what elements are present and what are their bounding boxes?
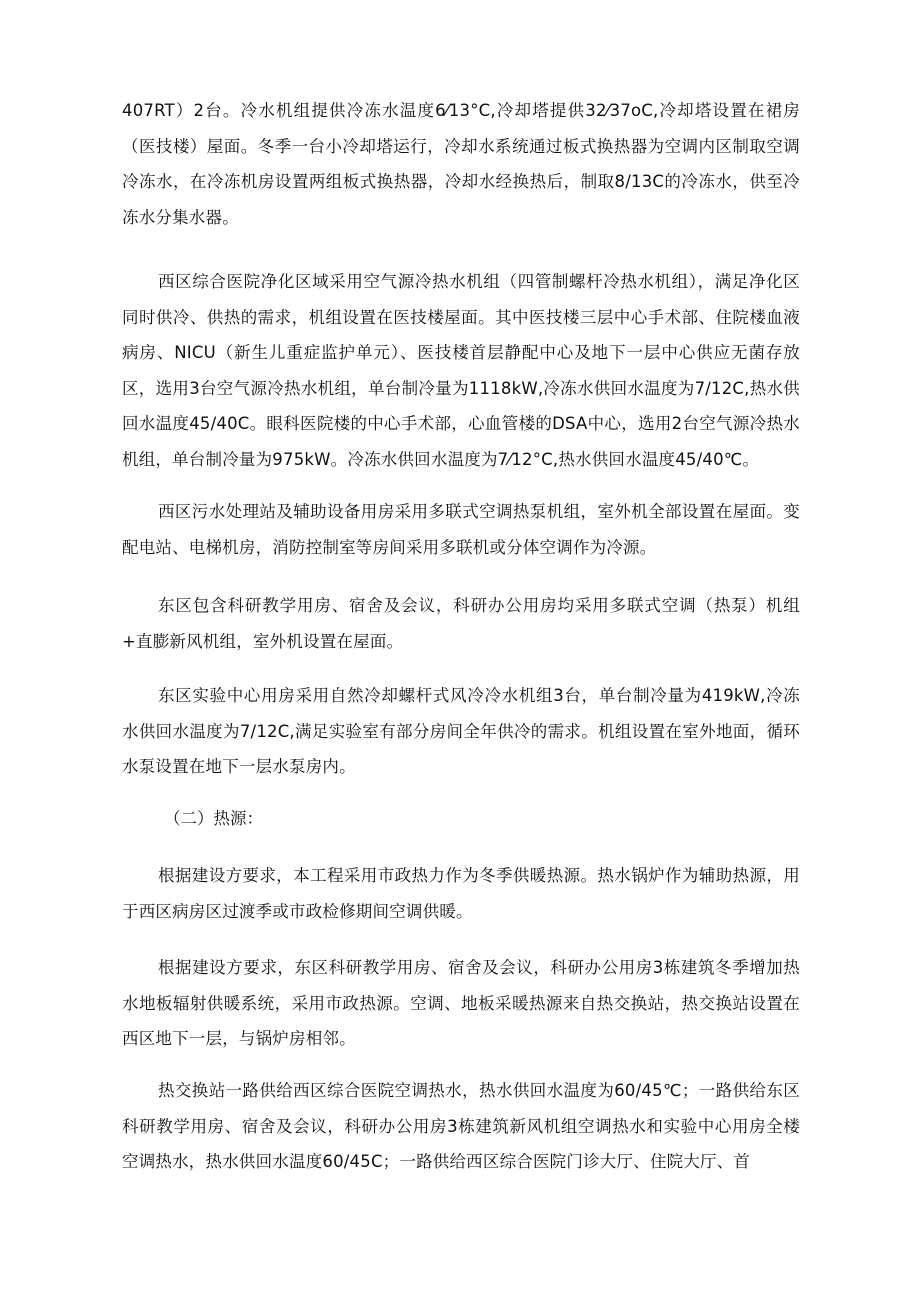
paragraph-east-lab-center: 东区实验中心用房采用自然冷却螺杆式风冷冷水机组3台，单台制冷量为419kW,冷冻水供回水温度为7/12C,满足实验室有部分房间全年供冷的需求。机组设置在室外地面，循环水泵设置在地下一层水泵房内。 <box>122 686 800 776</box>
paragraph-west-clean-area: 西区综合医院净化区域采用空气源冷热水机组（四管制螺杆冷热水机组），满足净化区同时供冷、供热的需求，机组设置在医技楼屋面。其中医技楼三层中心手术部、住院楼血液病房、NICU（新生儿重症监护单元）、医技楼首层静配中心及地下一层中心供应无菌存放区，选用3台空气源冷热水机组，单台制冷量为1118kW,冷冻水供回水温度为7/12C,热水供回水温度45/40C。眼科医院楼的中心手术部，心血管楼的DSA中心，选用2台空气源冷热水机组，单台制冷量为975kW。冷冻水供回水温度为7⁄12°C,热水供回水温度45/40℃。 <box>122 272 800 469</box>
paragraph-floor-heating: 根据建设方要求，东区科研教学用房、宿舍及会议，科研办公用房3栋建筑冬季增加热水地板辐射供暖系统，采用市政热源。空调、地板采暖热源来自热交换站，热交换站设置在西区地下一层，与锅炉房相邻。 <box>122 958 800 1048</box>
paragraph-heat-exchange-station: 热交换站一路供给西区综合医院空调热水，热水供回水温度为60/45℃；一路供给东区科研教学用房、宿舍及会议，科研办公用房3栋建筑新风机组空调热水和实验中心用房全楼空调热水，热水供回水温度60/45C；一路供给西区综合医院门诊大厅、住院大厅、首 <box>122 1081 800 1171</box>
section-heading-heat-source: （二）热源： <box>164 809 263 828</box>
paragraph-municipal-heat: 根据建设方要求，本工程采用市政热力作为冬季供暖热源。热水锅炉作为辅助热源，用于西区病房区过渡季或市政检修期间空调供暖。 <box>122 866 800 921</box>
paragraph-east-research: 东区包含科研教学用房、宿舍及会议，科研办公用房均采用多联式空调（热泵）机组+直膨新风机组，室外机设置在屋面。 <box>122 596 800 651</box>
paragraph-cooling-tower: 407RT）2台。冷水机组提供冷冻水温度6⁄13°C,冷却塔提供32⁄37oC,冷却塔设置在裙房（医技楼）屋面。冬季一台小冷却塔运行，冷却水系统通过板式换热器为空调内区制取空调冷冻水，在冷冻机房设置两组板式换热器，冷却水经换热后，制取8/13C的冷冻水，供至冷冻水分集水器。 <box>122 101 800 227</box>
paragraph-west-sewage-station: 西区污水处理站及辅助设备用房采用多联式空调热泵机组，室外机全部设置在屋面。变配电站、电梯机房，消防控制室等房间采用多联机或分体空调作为冷源。 <box>122 502 800 557</box>
